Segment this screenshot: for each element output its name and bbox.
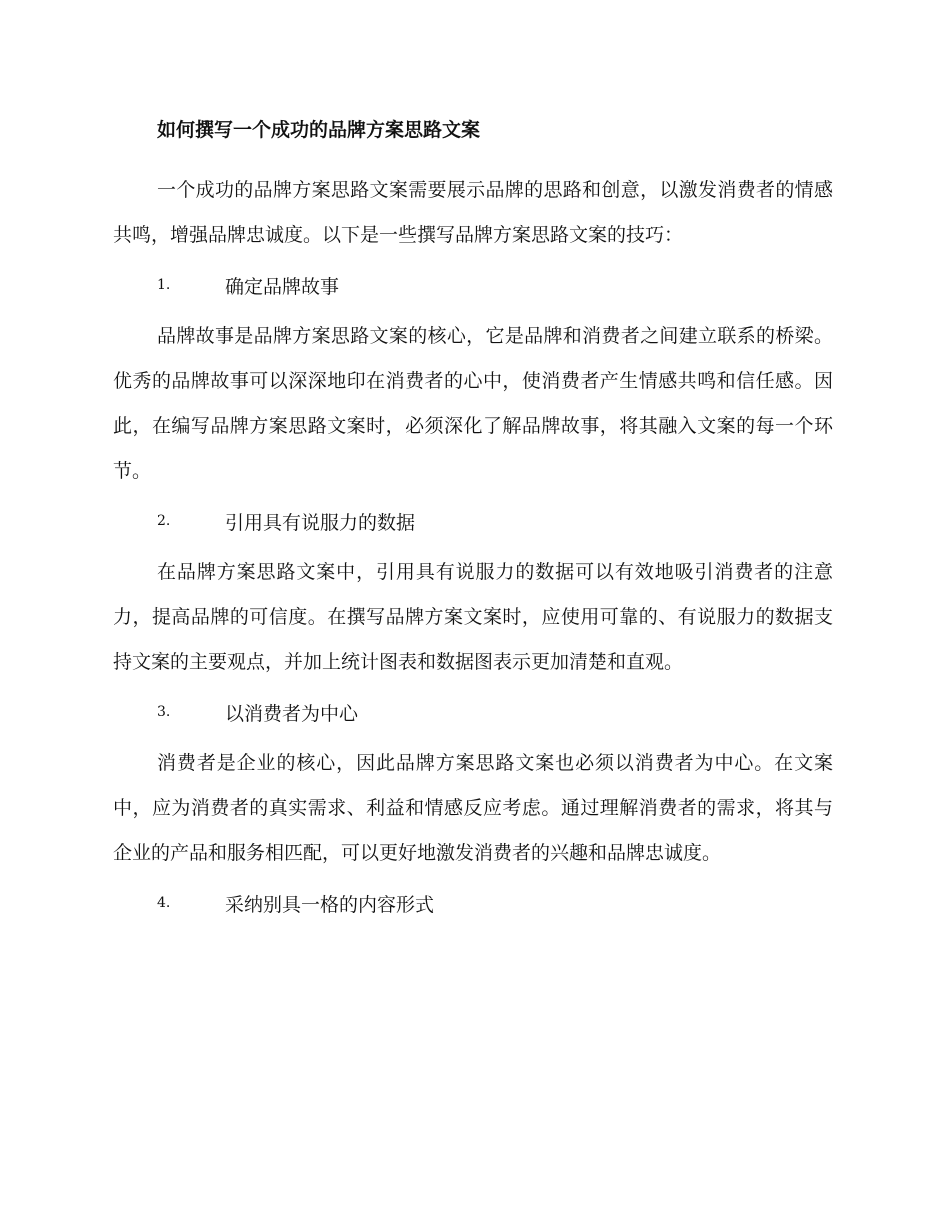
section-heading-text: 采纳别具一格的内容形式	[225, 893, 435, 916]
document-content	[113, 113, 833, 932]
intro-paragraph: 一个成功的品牌方案思路文案需要展示品牌的思路和创意，以激发消费者的情感共鸣，增强品牌忠诚度。以下是一些撰写品牌方案思路文案的技巧：	[113, 179, 833, 246]
section-number: 3.	[157, 704, 171, 720]
section-heading-3	[113, 695, 833, 729]
section-heading-4	[113, 886, 833, 920]
section-heading-1	[113, 268, 833, 302]
document-title: 如何撰写一个成功的品牌方案思路文案	[157, 119, 481, 141]
section-number: 1.	[157, 277, 171, 293]
section-heading-text: 引用具有说服力的数据	[225, 511, 416, 534]
section-heading-text: 以消费者为中心	[225, 702, 359, 725]
section-body-1: 品牌故事是品牌方案思路文案的核心，它是品牌和消费者之间建立联系的桥梁。优秀的品牌故事可以深深地印在消费者的心中，使消费者产生情感共鸣和信任感。因此，在编写品牌方案思路文案时，必须深化了解品牌故事，将其融入文案的每一个环节。	[113, 325, 833, 482]
section-number: 4.	[157, 895, 171, 911]
section-body-2: 在品牌方案思路文案中，引用具有说服力的数据可以有效地吸引消费者的注意力，提高品牌的可信度。在撰写品牌方案文案时，应使用可靠的、有说服力的数据支持文案的主要观点，并加上统计图表和数据图表示更加清楚和直观。	[113, 561, 833, 673]
section-heading-text: 确定品牌故事	[225, 275, 340, 298]
section-heading-2	[113, 504, 833, 538]
section-body-3: 消费者是企业的核心，因此品牌方案思路文案也必须以消费者为中心。在文案中，应为消费者的真实需求、利益和情感反应考虑。通过理解消费者的需求，将其与企业的产品和服务相匹配，可以更好地激发消费者的兴趣和品牌忠诚度。	[113, 752, 833, 864]
section-number: 2.	[157, 513, 171, 529]
